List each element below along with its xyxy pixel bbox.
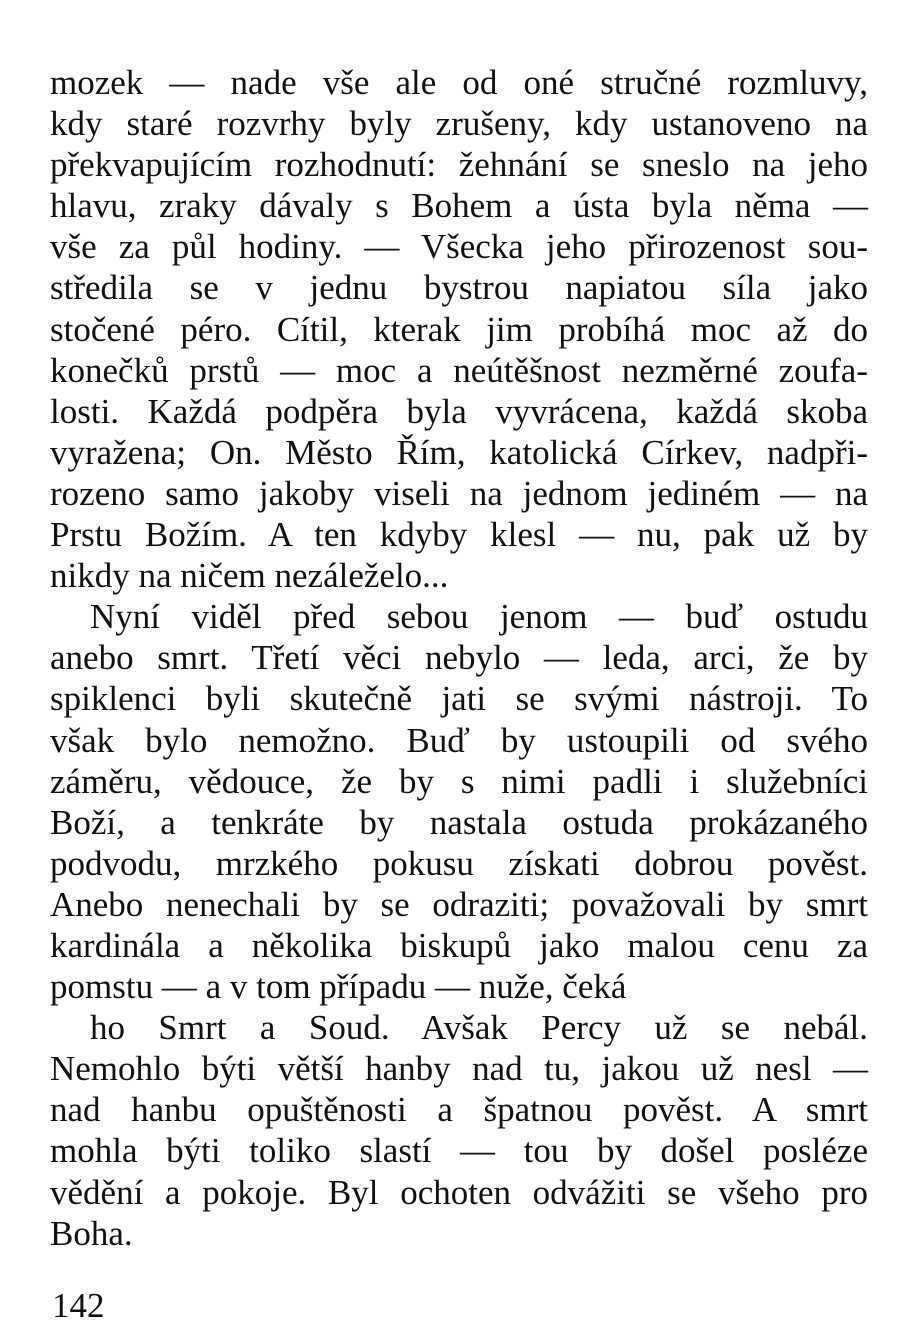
text-line: spiklenci byli skutečně jati se svými nástroji. To [50, 679, 868, 719]
text-line: pomstu — a v tom případu — nuže, čeká [50, 967, 627, 1007]
page-number: 142 [52, 1286, 105, 1325]
body-text [50, 62, 868, 1254]
text-line: losti. Každá podpěra byla vyvrácena, každá skoba [50, 391, 868, 431]
text-line: vědění a pokoje. Byl ochoten odvážiti se všeho pro [50, 1172, 868, 1212]
text-line: konečků prstů — moc a neútěšnost nezměrné zoufa- [50, 350, 868, 390]
text-line: nikdy na ničem nezáleželo... [50, 556, 449, 596]
text-line: vše za půl hodiny. — Všecka jeho přirozenost sou- [50, 227, 868, 267]
text-line: mohla býti toliko slastí — tou by došel posléze [50, 1131, 868, 1171]
text-line: nad hanbu opuštěnosti a špatnou pověst. A smrt [50, 1090, 868, 1130]
text-line: Boha. [50, 1213, 133, 1253]
text-line: vyražena; On. Město Řím, katolická Církev, nadpři- [50, 432, 868, 472]
text-line: stočené péro. Cítil, kterak jim probíhá moc až do [50, 309, 868, 349]
text-line: středila se v jednu bystrou napiatou síla jako [50, 268, 868, 308]
text-line: Boží, a tenkráte by nastala ostuda prokázaného [50, 802, 868, 842]
text-line: ho Smrt a Soud. Avšak Percy už se nebál. [90, 1008, 868, 1048]
text-line: Prstu Božím. A ten kdyby klesl — nu, pak už by [50, 515, 868, 555]
text-line: překvapujícím rozhodnutí: žehnání se sneslo na jeho [50, 145, 868, 185]
text-line: kdy staré rozvrhy byly zrušeny, kdy ustanoveno na [50, 104, 868, 144]
text-line: Anebo nenechali by se odraziti; považovali by smrt [50, 884, 868, 924]
text-line: hlavu, zraky dávaly s Bohem a ústa byla něma — [50, 186, 868, 226]
text-line: mozek — nade vše ale od oné stručné rozmluvy, [50, 63, 868, 102]
text-line: však bylo nemožno. Buď by ustoupili od svého [50, 720, 868, 760]
text-line: Nyní viděl před sebou jenom — buď ostudu [90, 597, 868, 637]
text-line: rozeno samo jakoby viseli na jednom jediném — na [50, 473, 868, 513]
text-line: záměru, vědouce, že by s nimi padli i služebníci [50, 761, 868, 801]
text-line: podvodu, mrzkého pokusu získati dobrou pověst. [50, 843, 868, 883]
text-line: kardinála a několika biskupů jako malou cenu za [50, 925, 868, 965]
text-line: anebo smrt. Třetí věci nebylo — leda, arci, že by [50, 638, 868, 678]
text-line: Nemohlo býti větší hanby nad tu, jakou už nesl — [50, 1049, 868, 1089]
